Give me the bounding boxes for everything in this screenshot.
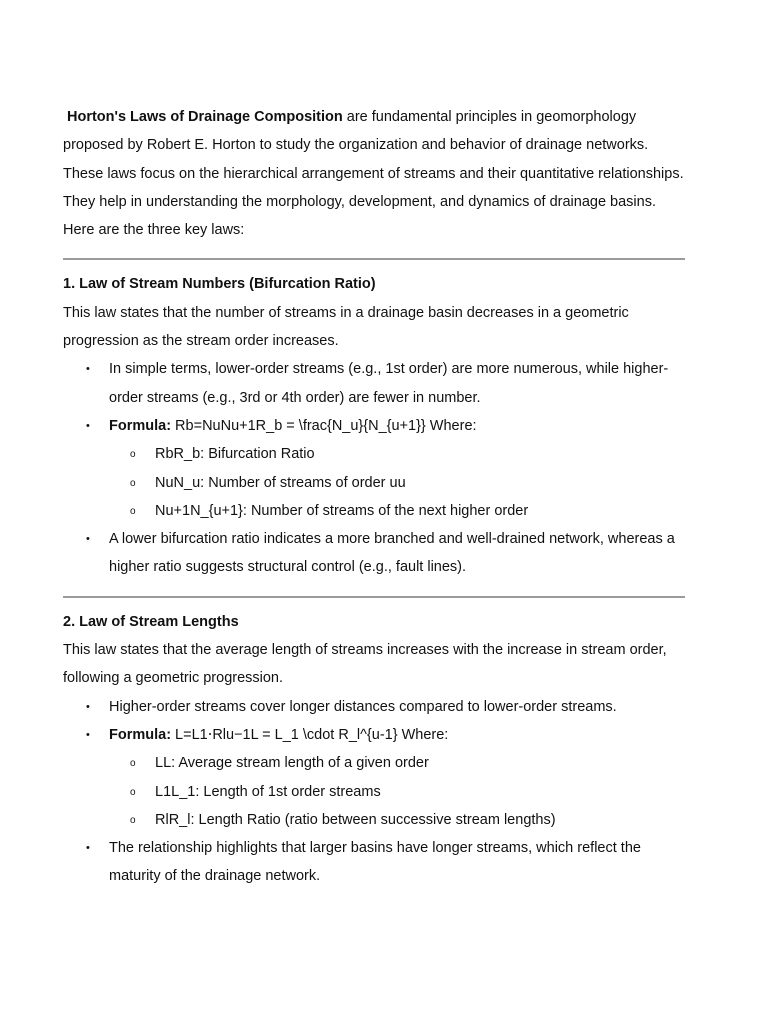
sub-item-text: RlR_l: Length Ratio (ratio between successive stream lengths) (155, 811, 556, 828)
sub-list-item (130, 806, 685, 834)
formula-text: Rb=NuNu+1R_b = \frac{N_u}{N_{u+1}} Where: (171, 417, 477, 434)
formula-label: Formula: (109, 417, 172, 434)
intro-text: are fundamental principles in geomorphology proposed by Robert E. Horton to study the organization and behavior of drainage networks. These laws focus on the hierarchical arrangement of streams and their quantitative relationships. They help in understanding the morphology, development, and dynamics of drainage basins. Here are the three key laws: (63, 109, 684, 239)
circle-bullet-icon: o (130, 814, 136, 826)
sub-list-item (130, 778, 685, 806)
bullet-icon: • (86, 419, 90, 432)
bullet-list (63, 693, 685, 891)
section-divider (63, 596, 685, 598)
section-heading: 1. Law of Stream Numbers (Bifurcation Ratio) (63, 276, 376, 293)
formula-label: Formula: (109, 726, 172, 743)
bullet-text: In simple terms, lower-order streams (e.g., 1st order) are more numerous, while higher-order streams (e.g., 3rd or 4th order) are fewer in number. (109, 361, 669, 406)
circle-bullet-icon: o (130, 758, 136, 770)
circle-bullet-icon: o (130, 786, 136, 798)
list-item (86, 693, 685, 721)
sub-item-text: RbR_b: Bifurcation Ratio (155, 446, 315, 463)
circle-bullet-icon: o (130, 477, 136, 489)
sub-item-text: L1L_1: Length of 1st order streams (155, 783, 381, 800)
section-divider (63, 258, 685, 260)
sub-list-item (130, 440, 685, 468)
section-heading: 2. Law of Stream Lengths (63, 613, 239, 630)
sub-item-text: Nu+1N_{u+1}: Number of streams of the next higher order (155, 502, 529, 519)
sub-item-text: LL: Average stream length of a given order (155, 755, 429, 772)
list-item (86, 721, 685, 834)
section-description: This law states that the average length of streams increases with the increase in stream order, following a geometric progression. (63, 642, 667, 687)
bullet-text: Higher-order streams cover longer distances compared to lower-order streams. (109, 698, 617, 715)
list-item (86, 834, 685, 891)
formula-text: L=L1⋅Rlu−1L = L_1 \cdot R_l^{u-1} Where: (171, 726, 449, 743)
sub-list (109, 749, 685, 834)
list-item (86, 525, 685, 582)
bullet-text: The relationship highlights that larger basins have longer streams, which reflect the maturity of the drainage network. (109, 840, 641, 885)
sub-item-text: NuN_u: Number of streams of order uu (155, 474, 406, 491)
bullet-icon: • (86, 842, 90, 855)
bullet-text: A lower bifurcation ratio indicates a more branched and well-drained network, whereas a higher ratio suggests structural control (e.g., fault lines). (109, 531, 675, 576)
circle-bullet-icon: o (130, 505, 136, 517)
section-stream-lengths (63, 608, 685, 891)
bullet-icon: • (86, 363, 90, 376)
section-description: This law states that the number of streams in a drainage basin decreases in a geometric progression as the stream order increases. (63, 304, 629, 350)
sub-list-item (130, 469, 685, 497)
section-stream-numbers (63, 270, 685, 581)
bullet-icon: • (86, 700, 90, 713)
list-item (86, 412, 685, 525)
list-item (86, 355, 685, 412)
intro-paragraph (63, 103, 685, 244)
intro-title: Horton's Laws of Drainage Composition (67, 109, 343, 125)
circle-bullet-icon: o (130, 449, 136, 461)
sub-list-item (130, 749, 685, 777)
document-page (63, 103, 685, 891)
sub-list (109, 440, 685, 525)
bullet-icon: • (86, 533, 90, 546)
bullet-icon: • (86, 728, 90, 741)
sub-list-item (130, 497, 685, 525)
bullet-list (63, 355, 685, 581)
